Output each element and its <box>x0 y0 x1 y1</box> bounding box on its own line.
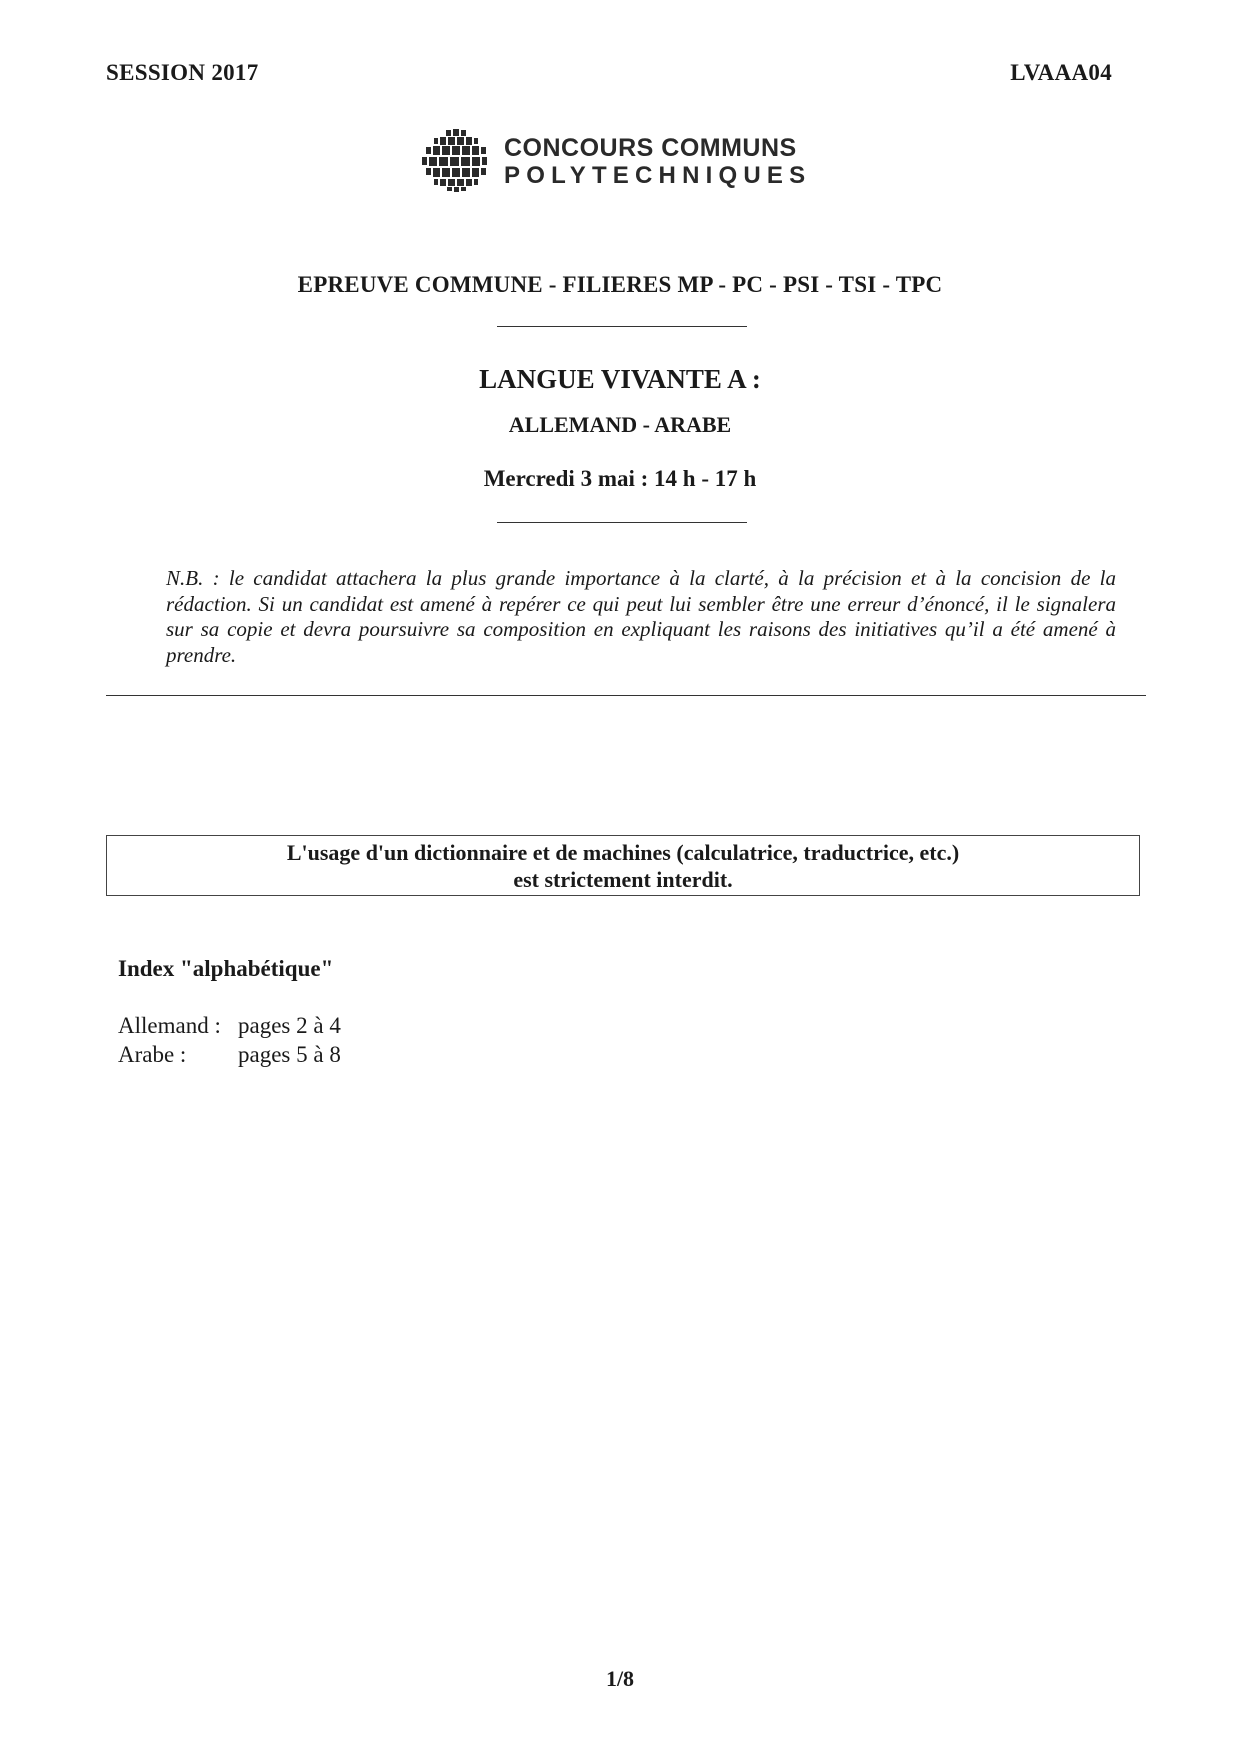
divider <box>497 326 747 327</box>
nb-paragraph: N.B. : le candidat attachera la plus grande importance à la clarté, à la précision et à la concision de la rédaction. Si un candidat est amené à repérer ce qui peut lui sembler être une erreur d’énoncé, il le signalera sur sa copie et devra poursuivre sa composition en expliquant les raisons des initiatives qu’il a été amené à prendre. <box>166 566 1116 667</box>
index-entry <box>118 1013 341 1039</box>
page-number: 1/8 <box>605 1666 635 1691</box>
divider <box>497 522 747 523</box>
index-title: Index "alphabétique" <box>118 956 334 981</box>
index-pages: pages 5 à 8 <box>238 1042 341 1067</box>
globe-grid-icon <box>420 128 492 192</box>
notice-line1: L'usage d'un dictionnaire et de machines (calculatrice, traductrice, etc.) <box>286 840 960 865</box>
index-pages: pages 2 à 4 <box>238 1013 341 1038</box>
logo <box>420 128 820 192</box>
index-label: Allemand : <box>118 1013 221 1038</box>
index-entry <box>118 1042 341 1068</box>
index-label: Arabe : <box>118 1042 187 1067</box>
exam-date: Mercredi 3 mai : 14 h - 17 h <box>483 466 757 491</box>
divider <box>106 695 1146 696</box>
session-label: SESSION 2017 <box>106 60 259 85</box>
exam-code: LVAAA04 <box>1010 60 1112 85</box>
notice-line2: est strictement interdit. <box>513 867 733 892</box>
logo-line2: POLYTECHNIQUES <box>504 162 812 189</box>
subject-title: LANGUE VIVANTE A : <box>479 364 761 394</box>
languages: ALLEMAND - ARABE <box>508 412 732 437</box>
notice-box <box>106 835 1140 896</box>
exam-title: EPREUVE COMMUNE - FILIERES MP - PC - PSI - TSI - TPC <box>297 272 943 297</box>
logo-line1: CONCOURS COMMUNS <box>504 134 797 162</box>
